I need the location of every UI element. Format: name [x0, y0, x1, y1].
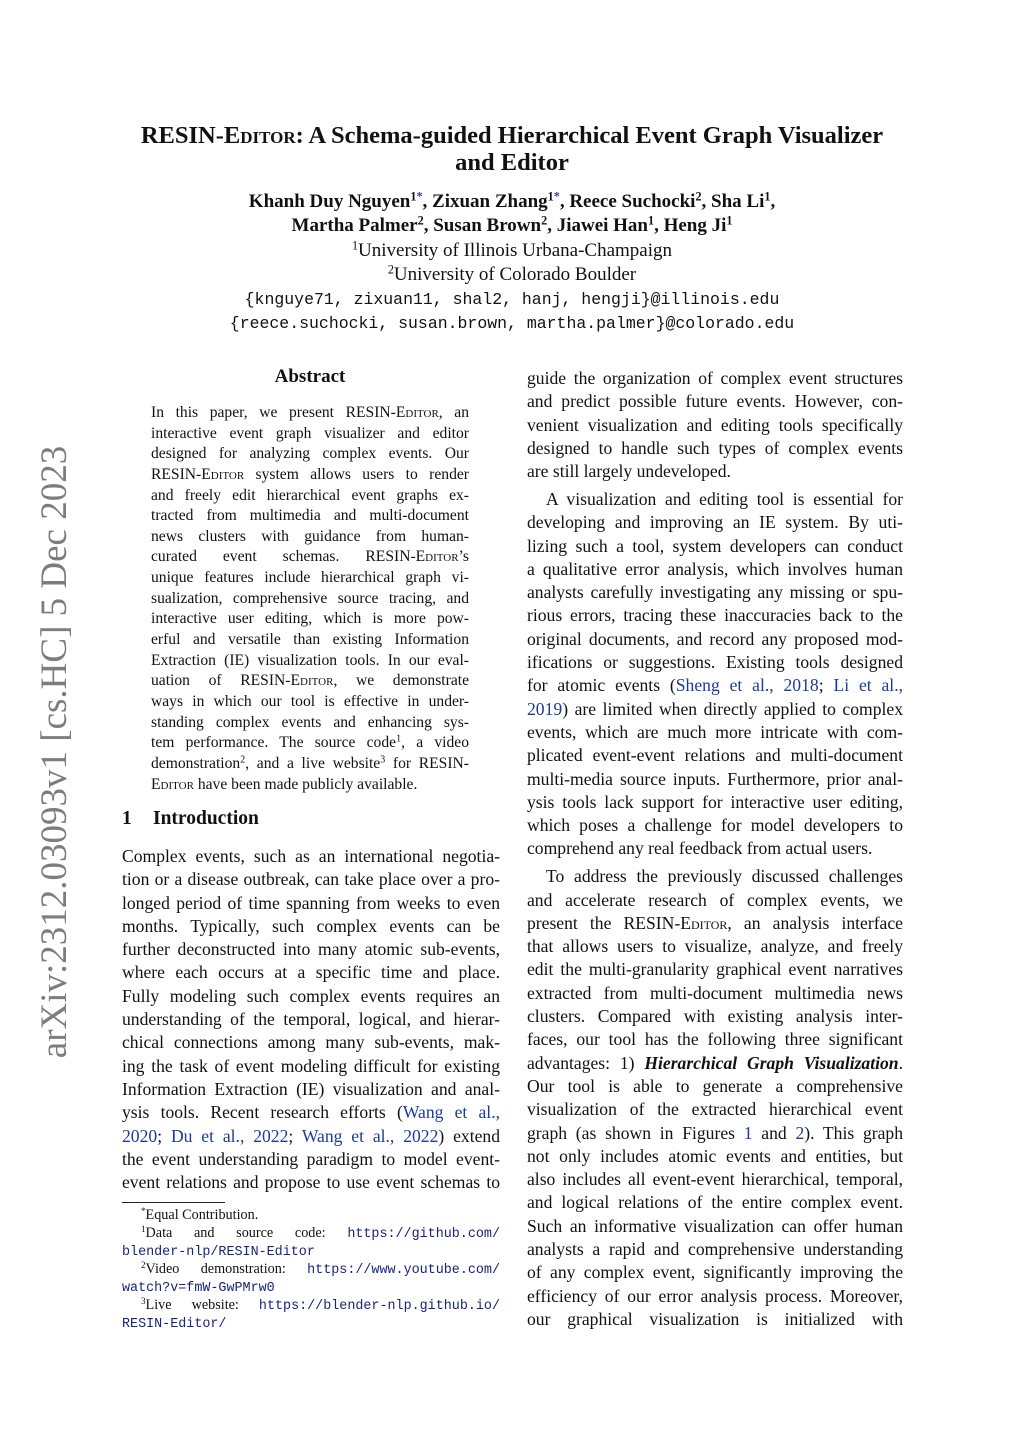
- text: ). This graph: [804, 1122, 904, 1143]
- text-line: [527, 1145, 903, 1168]
- text: and: [752, 1122, 796, 1143]
- text-line: [527, 791, 903, 814]
- text-line: [122, 1055, 500, 1078]
- footnote-divider: [122, 1202, 225, 1203]
- text: Data and source code:: [145, 1225, 348, 1241]
- text: where each occurs at a specific time and place.: [122, 962, 500, 983]
- equal-contribution-marker[interactable]: *: [416, 189, 423, 204]
- text-line: [122, 1031, 500, 1054]
- emphasis-text: Hierarchical Graph Visualization: [644, 1052, 899, 1073]
- text: chical connections among many sub-events, mak-: [122, 1032, 500, 1053]
- text-line: [151, 733, 469, 754]
- url-link[interactable]: watch?v=fmW-GwPMrw0: [122, 1281, 275, 1296]
- text-line: [527, 674, 903, 697]
- text-line: [527, 958, 903, 981]
- section-number: 1: [122, 808, 132, 829]
- text: Our tool is able to generate a comprehensive: [527, 1075, 903, 1096]
- text-line: [527, 837, 903, 860]
- text: Complex events, such as an international negotia-: [122, 846, 500, 866]
- small-caps-text: Editor: [201, 465, 245, 483]
- text: , an analysis interface: [727, 912, 903, 933]
- citation-link[interactable]: Li et al.,: [833, 675, 903, 696]
- text-line: [527, 367, 903, 390]
- text-line: [151, 506, 469, 527]
- text: and predict possible future events. However, con-: [527, 391, 903, 412]
- footnote: [122, 1224, 500, 1260]
- equal-contribution-marker[interactable]: *: [553, 189, 560, 204]
- text-line: [527, 628, 903, 651]
- text-line: [527, 982, 903, 1005]
- superscript-marker: 1: [648, 213, 655, 228]
- text: ) extend: [438, 1125, 501, 1146]
- title-line-2: and Editor: [455, 149, 569, 176]
- text: ysis tools. Recent research efforts (: [122, 1102, 403, 1123]
- text: our graphical visualization is initialized with: [527, 1308, 903, 1329]
- text: , an: [438, 404, 470, 421]
- text: guide the organization of complex event structures: [527, 368, 903, 388]
- text-line: [527, 814, 903, 837]
- text-line: [122, 1008, 500, 1031]
- text-line: [527, 768, 903, 791]
- text: , and a live website: [245, 754, 381, 772]
- text: tem performance. The source code: [151, 734, 397, 752]
- author-list: [0, 190, 1024, 238]
- text-line: [122, 868, 500, 891]
- text: sualization, comprehensive source tracing, and: [151, 589, 469, 607]
- text: Information Extraction (IE) visualization and anal-: [122, 1078, 500, 1099]
- superscript-marker: *: [141, 1206, 146, 1217]
- superscript-marker: 2: [417, 213, 424, 228]
- text-line: [527, 414, 903, 437]
- text-line: [527, 535, 903, 558]
- text-line: [527, 604, 903, 627]
- citation-link[interactable]: Wang et al., 2022: [301, 1125, 439, 1146]
- text: interactive event graph visualizer and editor: [151, 424, 469, 442]
- text-line: [527, 1005, 903, 1028]
- text: and accelerate research of complex events, we: [527, 889, 903, 910]
- text: ysis tools lack support for interactive user editing,: [527, 791, 903, 812]
- text: event relations and propose to use event schemas to: [122, 1172, 500, 1193]
- text: also includes all event-event hierarchical, temporal,: [527, 1169, 903, 1190]
- text: system allows users to render: [244, 465, 469, 483]
- text-line: [151, 609, 469, 630]
- text: of any complex event, significantly improving the: [527, 1262, 903, 1283]
- text: ;: [288, 1125, 302, 1146]
- text: .: [898, 1052, 903, 1073]
- text: have been made publicly available.: [193, 775, 418, 793]
- text-line: [151, 651, 469, 672]
- text: standing complex events and enhancing sys-: [151, 713, 469, 731]
- text: Fully modeling such complex events requires an: [122, 985, 500, 1006]
- text-line: [151, 692, 469, 713]
- text: uation of RESIN-: [151, 672, 291, 690]
- text: events, which are much more intricate with com-: [527, 721, 903, 742]
- text-line: [527, 511, 903, 534]
- text: curated event schemas. RESIN-: [151, 548, 416, 566]
- text-line: [151, 775, 469, 796]
- small-caps-text: Editor: [680, 912, 728, 933]
- citation-link[interactable]: 2: [795, 1122, 805, 1143]
- text-line: [122, 1296, 500, 1314]
- text: and freely edit hierarchical event graphs ex-: [151, 486, 469, 504]
- text: analysts a rapid and comprehensive understanding: [527, 1238, 903, 1259]
- text: Martha Palmer: [291, 215, 418, 236]
- url-link[interactable]: https://github.com/: [347, 1227, 500, 1242]
- text: A visualization and editing tool is essential for: [546, 488, 903, 509]
- text: ’s: [458, 548, 469, 566]
- text-line: [527, 1308, 903, 1331]
- abstract-body: [151, 403, 469, 795]
- text-line: [151, 671, 469, 692]
- superscript-marker: 1: [396, 733, 402, 745]
- text-line: [122, 915, 500, 938]
- text: not only includes atomic events and entities, but: [527, 1145, 903, 1166]
- text: visualization of the extracted hierarchical event: [527, 1099, 903, 1120]
- text-line: [122, 1314, 500, 1332]
- citation-link[interactable]: Du et al., 2022: [170, 1125, 289, 1146]
- text-line: [527, 1098, 903, 1121]
- text: unique features include hierarchical graph vi-: [151, 569, 469, 587]
- text-line: [527, 865, 903, 888]
- text: tracted from multimedia and multi-document: [151, 507, 469, 525]
- text: , Sha Li: [701, 191, 765, 212]
- small-caps-text: Editor: [415, 548, 459, 566]
- author-line: [0, 214, 1024, 238]
- text-line: [527, 698, 903, 721]
- text: present the RESIN-: [527, 912, 681, 933]
- small-caps-text: Editor: [151, 775, 194, 793]
- superscript-marker: 3: [141, 1296, 146, 1307]
- footnote: [122, 1206, 500, 1224]
- text-line: [527, 460, 903, 483]
- text: , Heng Ji: [654, 215, 727, 236]
- superscript-marker: 1: [547, 189, 554, 204]
- text: venient visualization and editing tools specifically: [527, 414, 903, 435]
- small-caps-text: Editor: [395, 404, 439, 421]
- text: ) are limited when directly applied to complex: [562, 698, 903, 719]
- text: Extraction (IE) visualization tools. In our eval-: [151, 651, 469, 669]
- footnotes: [122, 1206, 500, 1332]
- text: demonstration: [151, 754, 241, 772]
- text-line: [122, 985, 500, 1008]
- text: for RESIN-: [385, 754, 469, 772]
- text-line: [527, 651, 903, 674]
- text-line: [151, 568, 469, 589]
- intro-left-column: [122, 845, 500, 1194]
- small-caps-text: Editor: [290, 672, 334, 690]
- superscript-marker: 1: [141, 1224, 146, 1235]
- text: , Jiawei Han: [547, 215, 648, 236]
- text-line: [122, 938, 500, 961]
- intro-right-column: [527, 367, 903, 1331]
- text: efficiency of our error analysis process. Moreover,: [527, 1285, 903, 1306]
- text-line: [122, 1078, 500, 1101]
- paper-title: [0, 122, 1024, 176]
- citation-link[interactable]: Wang et al.,: [402, 1102, 500, 1123]
- author-line: [0, 190, 1024, 214]
- text: the event understanding paradigm to model event-: [122, 1148, 500, 1169]
- url-link[interactable]: blender-nlp/RESIN-Editor: [122, 1245, 315, 1260]
- text: analysts carefully investigating any missing or spu-: [527, 582, 903, 603]
- text-line: [527, 488, 903, 511]
- text-line: [151, 754, 469, 775]
- superscript-marker: 2: [541, 213, 548, 228]
- paragraph: [527, 865, 903, 1331]
- arxiv-identifier: arXiv:2312.03093v1 [cs.HC] 5 Dec 2023: [34, 445, 75, 1059]
- text: edit the multi-granularity graphical event narratives: [527, 959, 903, 980]
- text: and logical relations of the entire complex event.: [527, 1192, 903, 1213]
- superscript-marker: 1: [764, 189, 771, 204]
- text: designed for analyzing complex events. Our: [151, 445, 469, 463]
- text: ;: [818, 675, 834, 696]
- text-line: [527, 721, 903, 744]
- text-line: [151, 424, 469, 445]
- affiliation-name: University of Illinois Urbana-Champaign: [358, 240, 673, 261]
- footnote: [122, 1296, 500, 1332]
- text-line: [151, 486, 469, 507]
- text: Khanh Duy Nguyen: [248, 191, 411, 212]
- affiliation-name: University of Colorado Boulder: [393, 264, 637, 285]
- text: Equal Contribution.: [145, 1207, 259, 1223]
- text: news clusters with guidance from human-: [151, 527, 469, 545]
- footnote: [122, 1260, 500, 1296]
- text: further deconstructed into many atomic sub-events,: [122, 939, 500, 960]
- text-line: [527, 1168, 903, 1191]
- text: Video demonstration:: [145, 1261, 308, 1277]
- text: erful and versatile than existing Information: [151, 631, 469, 649]
- text: tion or a disease outbreak, can take place over a pro-: [122, 869, 500, 890]
- superscript-marker: 3: [380, 754, 386, 766]
- text: interactive user editing, which is more pow-: [151, 610, 469, 628]
- text-line: [151, 465, 469, 486]
- url-link[interactable]: https://www.youtube.com/: [307, 1263, 500, 1278]
- affiliations: [0, 239, 1024, 287]
- text-line: [151, 527, 469, 548]
- text-line: [527, 581, 903, 604]
- citation-link[interactable]: 1: [743, 1122, 753, 1143]
- text-line: [527, 1191, 903, 1214]
- text: , Zixuan Zhang: [422, 191, 548, 212]
- text: To address the previously discussed challenges: [546, 866, 903, 887]
- text-line: [527, 1238, 903, 1261]
- text: original documents, and record any proposed mod-: [527, 628, 903, 649]
- text-line: [151, 444, 469, 465]
- text: longed period of time spanning from weeks to even: [122, 892, 500, 913]
- text-line: [122, 1125, 500, 1148]
- url-link[interactable]: RESIN-Editor/: [122, 1317, 227, 1332]
- text: for atomic events (: [527, 675, 676, 696]
- text-line: [527, 1285, 903, 1308]
- emails: [0, 288, 1024, 336]
- text-line: [122, 1148, 500, 1171]
- text: understanding of the temporal, logical, and hierar-: [122, 1009, 500, 1030]
- text: ing the task of event modeling difficult for existing: [122, 1055, 500, 1076]
- text-line: [151, 630, 469, 651]
- text: plicated event-event relations and multi-document: [527, 745, 903, 766]
- text: months. Typically, such complex events can be: [122, 915, 500, 936]
- text: graph (as shown in Figures: [527, 1122, 744, 1143]
- text: faces, our tool has the following three significant: [527, 1029, 903, 1050]
- text-line: [527, 935, 903, 958]
- text: that allows users to visualize, analyze, and freely: [527, 936, 903, 957]
- text: , we demonstrate: [333, 672, 470, 690]
- text: In this paper, we present RESIN-: [151, 404, 396, 421]
- section-heading: [122, 808, 259, 830]
- text: are still largely undeveloped.: [527, 461, 731, 482]
- text: Live website:: [145, 1297, 259, 1313]
- section-title: Introduction: [153, 808, 259, 829]
- text: clusters. Compared with existing analysis inter-: [527, 1006, 903, 1027]
- text-line: [122, 961, 500, 984]
- abstract-heading: Abstract: [274, 366, 346, 387]
- citation-link[interactable]: Sheng et al., 2018: [675, 675, 819, 696]
- text-line: [151, 713, 469, 734]
- affiliation-marker: 1: [351, 238, 359, 253]
- superscript-marker: 2: [240, 754, 246, 766]
- text-line: [527, 912, 903, 935]
- text: Such an informative visualization can offer human: [527, 1215, 903, 1236]
- email-line: {knguye71, zixuan11, shal2, hanj, hengji}@illinois.edu: [244, 290, 780, 309]
- text: ,: [770, 191, 776, 212]
- text: a qualitative error analysis, which involves human: [527, 558, 903, 579]
- text: multi-media source inputs. Furthermore, prior anal-: [527, 768, 903, 789]
- text-line: [527, 744, 903, 767]
- text-line: [527, 1028, 903, 1051]
- email-line: {reece.suchocki, susan.brown, martha.palmer}@colorado.edu: [229, 314, 795, 333]
- text-line: [122, 892, 500, 915]
- text-line: [122, 1171, 500, 1194]
- text-line: [527, 558, 903, 581]
- paragraph: [527, 367, 903, 483]
- text: developing and improving an IE system. By uti-: [527, 512, 903, 533]
- text: extracted from multi-document multimedia news: [527, 982, 903, 1003]
- superscript-marker: 1: [410, 189, 417, 204]
- text-line: [527, 390, 903, 413]
- title-part: RESIN-: [140, 122, 224, 149]
- text-line: [527, 889, 903, 912]
- text: , Reece Suchocki: [559, 191, 696, 212]
- text: ways in which our tool is effective in under-: [151, 692, 469, 710]
- text-line: [527, 1261, 903, 1284]
- superscript-marker: 2: [141, 1260, 146, 1271]
- superscript-marker: 2: [695, 189, 702, 204]
- text: RESIN-: [151, 465, 202, 483]
- text: , a video: [401, 734, 469, 752]
- text-line: [151, 403, 469, 424]
- text: rious errors, tracing these inaccuracies back to the: [527, 605, 903, 626]
- text-line: [527, 1122, 903, 1145]
- text: ;: [157, 1125, 171, 1146]
- text-line: [527, 1052, 903, 1075]
- citation-link[interactable]: 2020: [122, 1125, 158, 1146]
- title-part: : A Schema-guided Hierarchical Event Graph Visualizer: [295, 122, 884, 149]
- text-line: [527, 1075, 903, 1098]
- affiliation: [0, 239, 1024, 263]
- text-line: [122, 845, 500, 868]
- citation-link[interactable]: 2019: [527, 698, 563, 719]
- text: which poses a challenge for model developers to: [527, 815, 903, 836]
- text: lizing such a tool, system developers can conduct: [527, 535, 903, 556]
- text-line: [527, 1215, 903, 1238]
- paragraph: [527, 488, 903, 861]
- text-line: [527, 437, 903, 460]
- text-line: [122, 1206, 500, 1224]
- text-line: [122, 1278, 500, 1296]
- url-link[interactable]: https://blender-nlp.github.io/: [258, 1299, 500, 1314]
- text-line: [122, 1101, 500, 1124]
- text-line: [122, 1224, 500, 1242]
- text-line: [122, 1242, 500, 1260]
- text: advantages: 1): [527, 1052, 645, 1073]
- text: comprehend any real feedback from actual users.: [527, 838, 873, 859]
- text-line: [151, 547, 469, 568]
- text-line: [122, 1260, 500, 1278]
- text-line: [151, 589, 469, 610]
- affiliation: [0, 263, 1024, 287]
- text: , Susan Brown: [423, 215, 542, 236]
- text: ifications or suggestions. Existing tools designed: [527, 652, 903, 673]
- text: designed to handle such types of complex events: [527, 437, 903, 458]
- superscript-marker: 1: [726, 213, 733, 228]
- affiliation-marker: 2: [387, 262, 394, 277]
- title-part: Editor: [223, 122, 296, 149]
